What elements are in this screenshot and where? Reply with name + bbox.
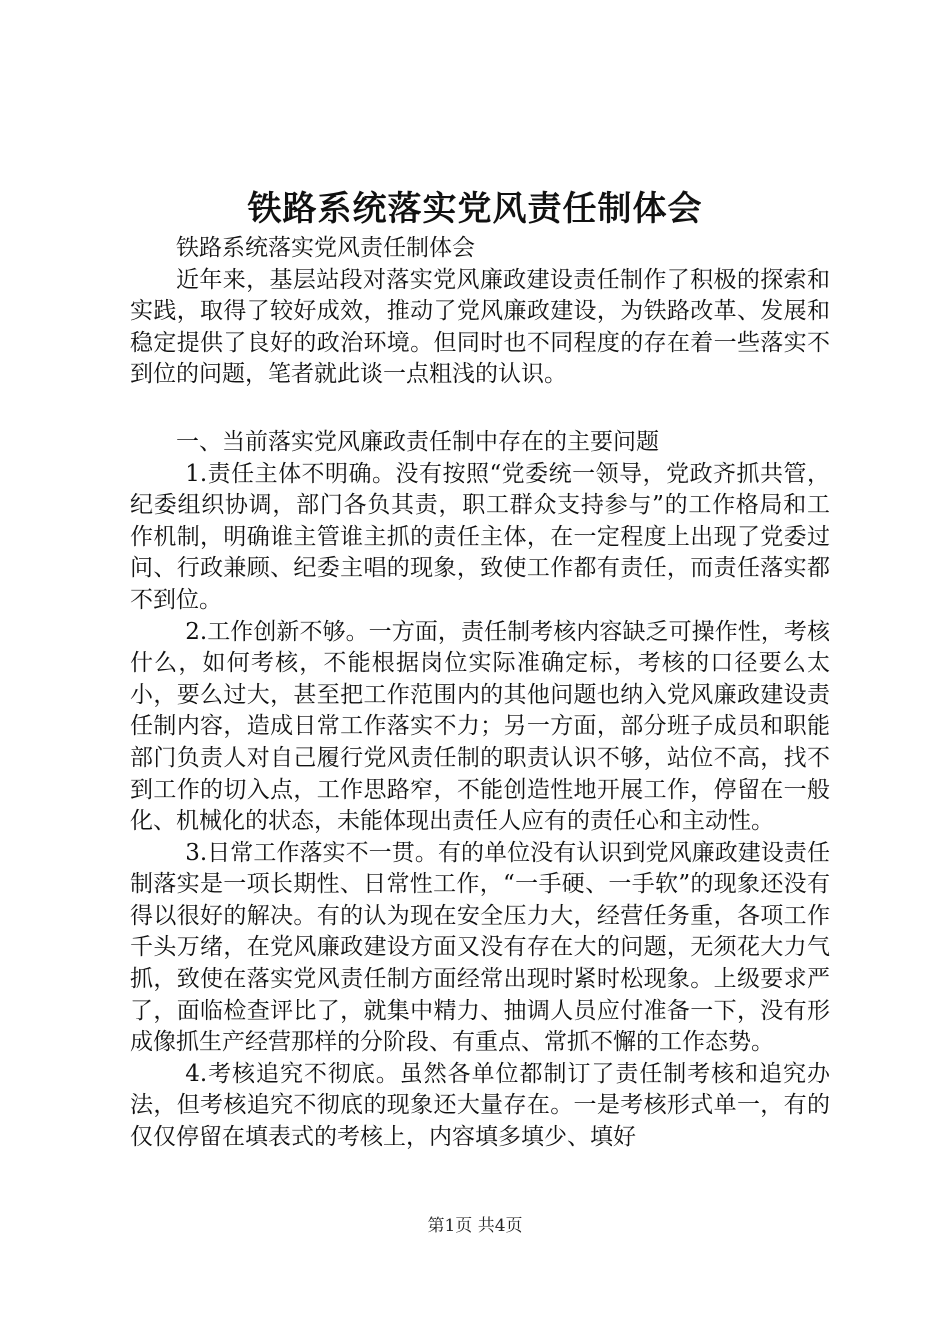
point-2-paragraph: 2.工作创新不够。一方面，责任制考核内容缺乏可操作性，考核什么，如何考核，不能根据岗位实际准确定标，考核的口径要么太小，要么过大，甚至把工作范围内的其他问题也纳入党风廉政建设责任制内容，造成日常工作落实不力；另一方面，部分班子成员和职能部门负责人对自己履行党风责任制的职责认识不够，站位不高，找不到工作的切入点，工作思路窄，不能创造性地开展工作，停留在一般化、机械化的状态，未能体现出责任人应有的责任心和主动性。 — [130, 618, 830, 835]
section-heading: 一、当前落实党风廉政责任制中存在的主要问题 — [176, 428, 659, 455]
point-3-paragraph: 3.日常工作落实不一贯。有的单位没有认识到党风廉政建设责任制落实是一项长期性、日常性工作，“一手硬、一手软”的现象还没有得以很好的解决。有的认为现在安全压力大，经营任务重，各项工作千头万绪，在党风廉政建设方面又没有存在大的问题，无须花大力气抓，致使在落实党风责任制方面经常出现时紧时松现象。上级要求严了，面临检查评比了，就集中精力、抽调人员应付准备一下，没有形成像抓生产经营那样的分阶段、有重点、常抓不懈的工作态势。 — [130, 839, 830, 1056]
intro-paragraph: 近年来，基层站段对落实党风廉政建设责任制作了积极的探索和实践，取得了较好成效，推动了党风廉政建设，为铁路改革、发展和稳定提供了良好的政治环境。但同时也不同程度的存在着一些落实不到位的问题，笔者就此谈一点粗浅的认识。 — [130, 266, 830, 388]
page-number-footer: 第1页 共4页 — [427, 1216, 523, 1236]
document-title: 铁路系统落实党风责任制体会 — [247, 189, 703, 229]
document-body — [130, 233, 830, 1154]
point-4-paragraph: 4.考核追究不彻底。虽然各单位都制订了责任制考核和追究办法，但考核追究不彻底的现象还大量存在。一是考核形式单一，有的仅仅停留在填表式的考核上，内容填多填少、填好 — [130, 1060, 830, 1151]
subtitle-paragraph: 铁路系统落实党风责任制体会 — [176, 235, 475, 261]
paragraph-spacer — [130, 391, 830, 427]
point-1-paragraph: 1.责任主体不明确。没有按照“党委统一领导，党政齐抓共管，纪委组织协调，部门各负其责，职工群众支持参与”的工作格局和工作机制，明确谁主管谁主抓的责任主体，在一定程度上出现了党委过问、行政兼顾、纪委主唱的现象，致使工作都有责任，而责任落实都不到位。 — [130, 460, 830, 613]
